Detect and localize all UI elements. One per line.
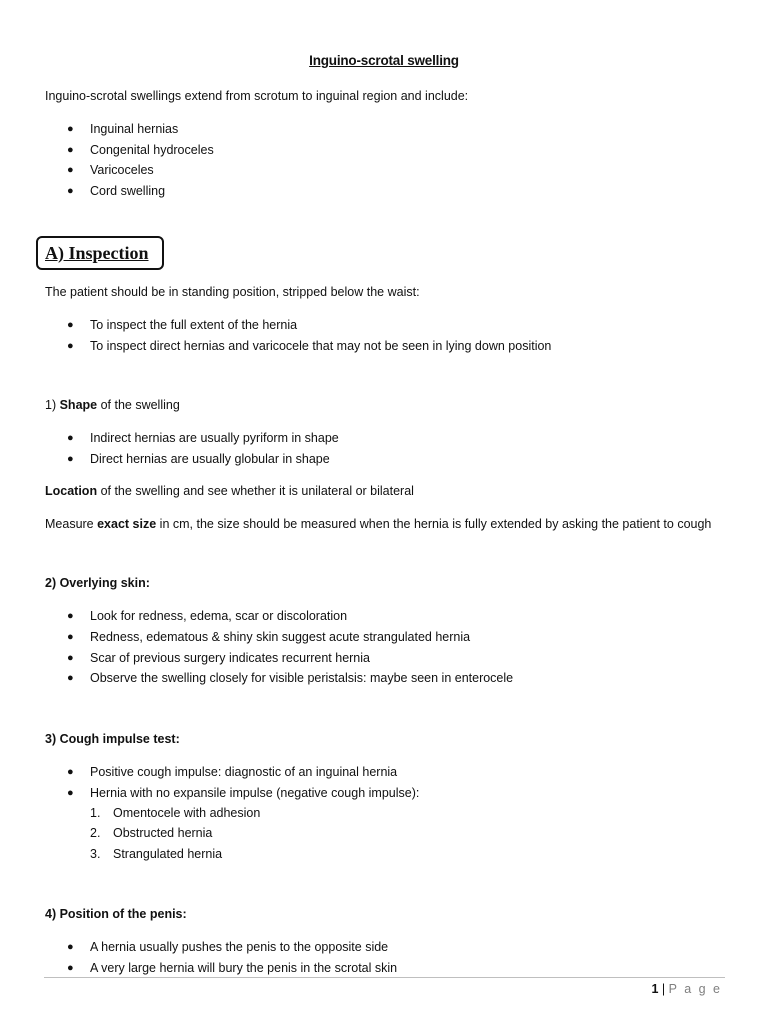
list-item: Scar of previous surgery indicates recurrent hernia — [90, 651, 370, 665]
section-heading-inspection: A) Inspection — [45, 243, 149, 263]
list-item: Redness, edematous & shiny skin suggest acute strangulated hernia — [90, 630, 471, 644]
list-item: To inspect direct hernias and varicocele that may not be seen in lying down position — [90, 339, 552, 353]
intro-paragraph: Inguino-scrotal swellings extend from scrotum to inguinal region and include: — [45, 89, 469, 103]
bullet-icon: ● — [67, 652, 74, 664]
bullet-icon: ● — [67, 610, 74, 622]
bullet-icon: ● — [67, 631, 74, 643]
bullet-icon: ● — [67, 787, 74, 799]
list-item: To inspect the full extent of the hernia — [90, 318, 298, 332]
cough-heading-text: 3) Cough impulse test: — [45, 732, 180, 746]
shape-heading — [45, 397, 180, 413]
skin-heading — [45, 575, 150, 591]
shape-number: 1) — [45, 398, 60, 412]
bullet-icon: ● — [67, 962, 74, 974]
sub-list-item: Strangulated hernia — [113, 847, 223, 861]
list-item: A very large hernia will bury the penis in the scrotal skin — [90, 961, 398, 975]
list-item: Direct hernias are usually globular in shape — [90, 452, 330, 466]
penis-heading — [45, 906, 187, 922]
shape-bold: Shape — [59, 398, 98, 412]
sub-list-item: Omentocele with adhesion — [113, 806, 261, 820]
bullet-icon: ● — [67, 766, 74, 778]
list-item: Indirect hernias are usually pyriform in shape — [90, 431, 339, 445]
sub-list-item: Obstructed hernia — [113, 826, 213, 840]
location-bold: Location — [45, 484, 98, 498]
bullet-icon: ● — [67, 941, 74, 953]
footer-divider — [44, 977, 725, 978]
penis-heading-text: 4) Position of the penis: — [45, 907, 187, 921]
shape-rest: of the swelling — [97, 398, 180, 412]
page-number: 1 — [651, 982, 659, 996]
bullet-icon: ● — [67, 144, 74, 156]
list-item: Varicoceles — [90, 163, 154, 177]
bullet-icon: ● — [67, 123, 74, 135]
sub-list-number: 2. — [90, 826, 101, 840]
location-paragraph — [45, 483, 414, 499]
bullet-icon: ● — [67, 340, 74, 352]
bullet-icon: ● — [67, 432, 74, 444]
list-item: Positive cough impulse: diagnostic of an inguinal hernia — [90, 765, 398, 779]
page-label: P a g e — [668, 982, 722, 996]
cough-heading — [45, 731, 180, 747]
sub-list-number: 1. — [90, 806, 101, 820]
footer-separator: | — [661, 982, 666, 996]
list-item: Hernia with no expansile impulse (negative cough impulse): — [90, 786, 420, 800]
bullet-icon: ● — [67, 672, 74, 684]
page-footer — [651, 981, 722, 997]
list-item: Congenital hydroceles — [90, 143, 214, 157]
inspection-lead: The patient should be in standing position, stripped below the waist: — [45, 285, 420, 299]
bullet-icon: ● — [67, 164, 74, 176]
measure-pre: Measure — [45, 517, 98, 531]
document-title: Inguino-scrotal swelling — [309, 53, 459, 68]
list-item: Cord swelling — [90, 184, 166, 198]
skin-heading-text: 2) Overlying skin: — [45, 576, 150, 590]
measure-paragraph — [45, 516, 711, 532]
list-item: A hernia usually pushes the penis to the opposite side — [90, 940, 389, 954]
location-rest: of the swelling and see whether it is unilateral or bilateral — [97, 484, 414, 498]
measure-bold: exact size — [97, 517, 157, 531]
bullet-icon: ● — [67, 319, 74, 331]
list-item: Look for redness, edema, scar or discoloration — [90, 609, 348, 623]
list-item: Inguinal hernias — [90, 122, 179, 136]
sub-list-number: 3. — [90, 847, 101, 861]
list-item: Observe the swelling closely for visible peristalsis: maybe seen in enterocele — [90, 671, 514, 685]
bullet-icon: ● — [67, 453, 74, 465]
bullet-icon: ● — [67, 185, 74, 197]
measure-rest: in cm, the size should be measured when the hernia is fully extended by asking the patient to cough — [156, 517, 712, 531]
